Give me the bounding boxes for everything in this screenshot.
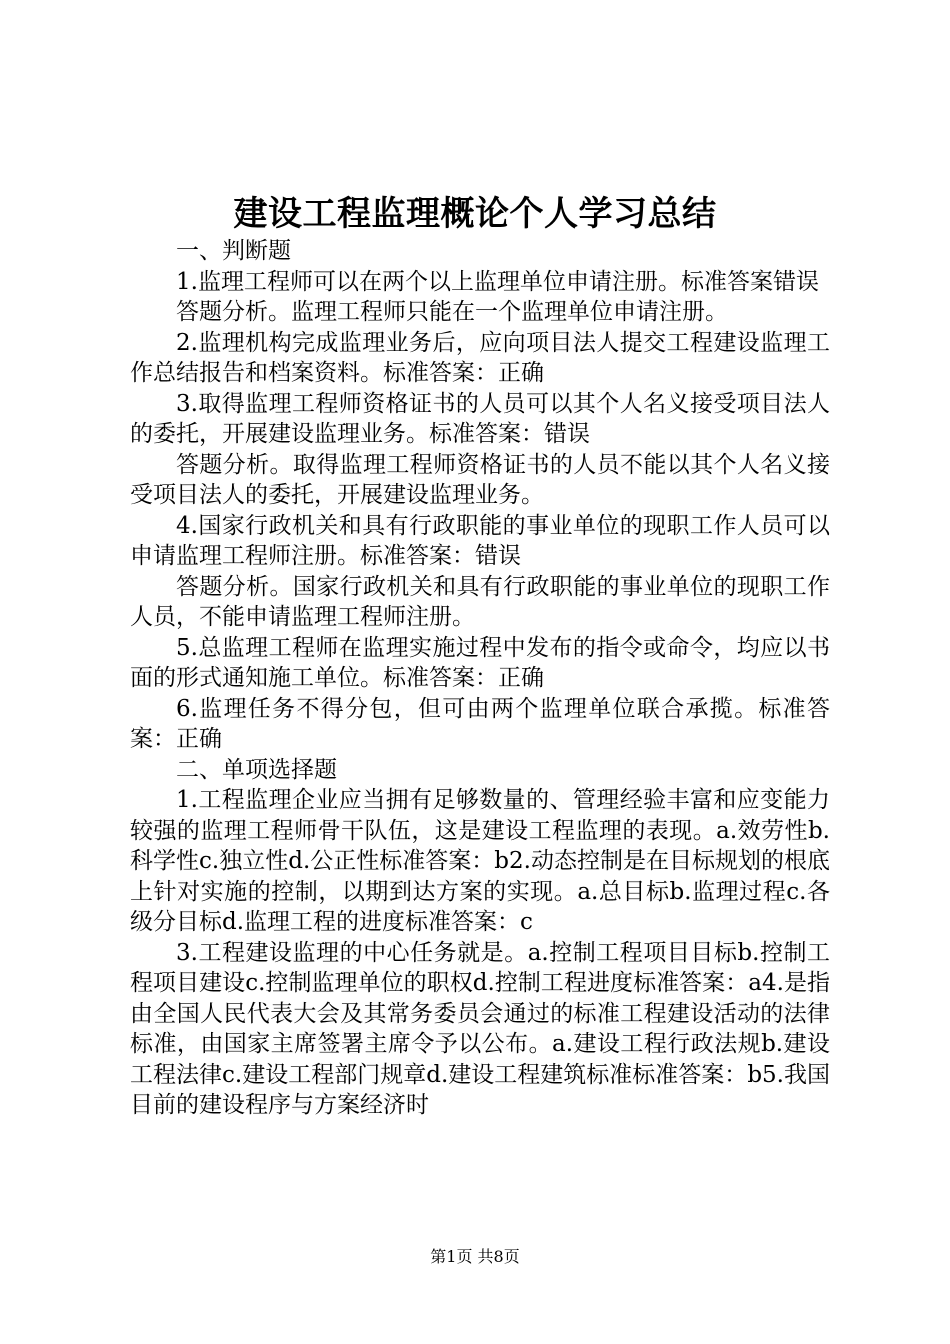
section-heading-judgment: 一、判断题 — [176, 238, 291, 264]
section-heading-single-choice: 二、单项选择题 — [176, 756, 337, 783]
page-footer: 第1页 共8页 — [430, 1247, 520, 1266]
paragraph: 5.总监理工程师在监理实施过程中发布的指令或命令，均应以书面的形式通知施工单位。标准答案：正确 — [130, 634, 830, 691]
paragraph: 2.监理机构完成监理业务后，应向项目法人提交工程建设监理工作总结报告和档案资料。标准答案：正确 — [130, 329, 830, 386]
paragraph: 4.国家行政机关和具有行政职能的事业单位的现职工作人员可以申请监理工程师注册。标准答案：错误 — [130, 512, 830, 569]
paragraph: 1.监理工程师可以在两个以上监理单位申请注册。标准答案错误 — [176, 268, 819, 295]
paragraph: 答题分析。取得监理工程师资格证书的人员不能以其个人名义接受项目法人的委托，开展建设监理业务。 — [130, 451, 830, 508]
paragraph: 6.监理任务不得分包，但可由两个监理单位联合承揽。标准答案：正确 — [130, 695, 830, 752]
paragraph: 3.工程建设监理的中心任务就是。a.控制工程项目目标b.控制工程项目建设c.控制监理单位的职权d.控制工程进度标准答案：a4.是指由全国人民代表大会及其常务委员会通过的标准工程建设活动的法律标准，由国家主席签署主席令予以公布。a.建设工程行政法规b.建设工程法律c.建设工程部门规章d.建设工程建筑标准标准答案：b5.我国目前的建设程序与方案经济时 — [130, 939, 830, 1118]
paragraph: 3.取得监理工程师资格证书的人员可以其个人名义接受项目法人的委托，开展建设监理业务。标准答案：错误 — [130, 390, 830, 447]
paragraph: 1.工程监理企业应当拥有足够数量的、管理经验丰富和应变能力较强的监理工程师骨干队伍，这是建设工程监理的表现。a.效劳性b.科学性c.独立性d.公正性标准答案：b2.动态控制是在目标规划的根底上针对实施的控制，以期到达方案的实现。a.总目标b.监理过程c.各级分目标d.监理工程的进度标准答案：c — [130, 787, 830, 935]
paragraph: 答题分析。国家行政机关和具有行政职能的事业单位的现职工作人员，不能申请监理工程师注册。 — [130, 573, 830, 630]
document-title: 建设工程监理概论个人学习总结 — [233, 194, 717, 234]
paragraph: 答题分析。监理工程师只能在一个监理单位申请注册。 — [176, 299, 728, 325]
document-body — [130, 236, 830, 1121]
